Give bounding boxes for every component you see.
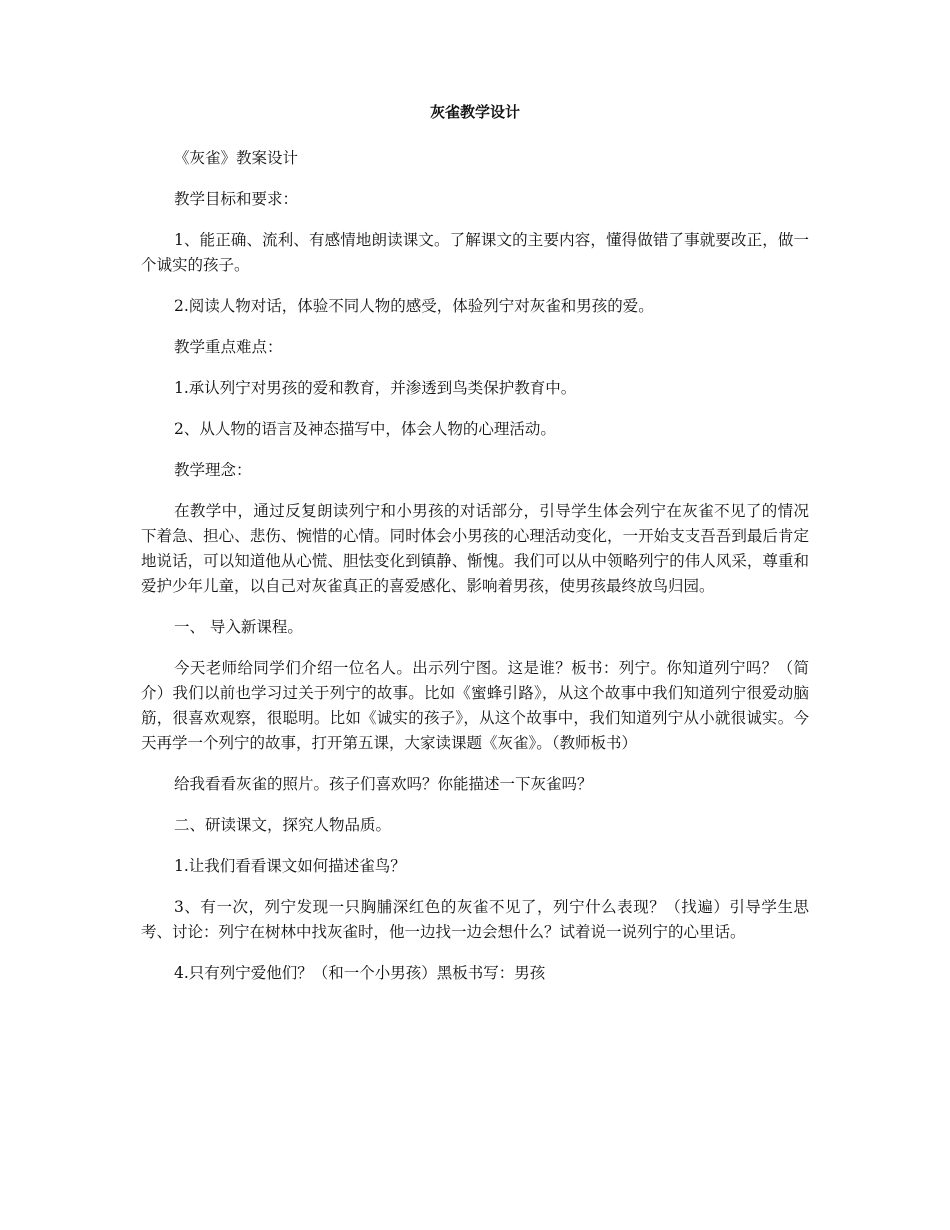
paragraph-step-1: 1.让我们看看课文如何描述雀鸟？ [174, 857, 406, 875]
paragraph-keypoint-1: 1.承认列宁对男孩的爱和教育，并渗透到鸟类保护教育中。 [174, 379, 577, 397]
paragraph-section-1-body: 今天老师给同学们介绍一位名人。出示列宁图。这是谁？板书：列宁。你知道列宁吗？（简介）我们以前也学习过关于列宁的故事。比如《蜜蜂引路》，从这个故事中我们知道列宁很爱动脑筋，很喜欢观察，很聪明。比如《诚实的孩子》，从这个故事中，我们知道列宁从小就很诚实。今天再学一个列宁的故事，打开第五课，大家读课题《灰雀》。（教师板书） [141, 659, 809, 752]
paragraph-goal-1: 1、能正确、流利、有感情地朗读课文。了解课文的主要内容，懂得做错了事就要改正，做一个诚实的孩子。 [141, 231, 809, 274]
paragraph-goals-heading: 教学目标和要求： [174, 190, 299, 208]
paragraph-keypoints-heading: 教学重点难点： [174, 338, 283, 356]
paragraph-step-4: 4.只有列宁爱他们？（和一个小男孩）黑板书写：男孩 [174, 964, 546, 982]
paragraph-lesson-plan-heading: 《灰雀》教案设计 [174, 149, 299, 167]
paragraph-section-2-heading: 二、研读课文，探究人物品质。 [174, 816, 392, 834]
paragraph-keypoint-2: 2、从人物的语言及神态描写中，体会人物的心理活动。 [174, 420, 556, 438]
paragraph-section-1-heading: 一、 导入新课程。 [174, 618, 303, 636]
document-body [141, 146, 809, 1002]
paragraph-philosophy-heading: 教学理念： [174, 461, 252, 479]
paragraph-philosophy-body: 在教学中，通过反复朗读列宁和小男孩的对话部分，引导学生体会列宁在灰雀不见了的情况下着急、担心、悲伤、惋惜的心情。同时体会小男孩的心理活动变化，一开始支支吾吾到最后肯定地说话，可以知道他从心慌、胆怯变化到镇静、惭愧。我们可以从中领略列宁的伟人风采，尊重和爱护少年儿童，以自己对灰雀真正的喜爱感化、影响着男孩，使男孩最终放鸟归园。 [141, 502, 809, 595]
paragraph-photo-question: 给我看看灰雀的照片。孩子们喜欢吗？你能描述一下灰雀吗？ [174, 775, 593, 793]
document-title: 灰雀教学设计 [429, 103, 520, 121]
paragraph-step-3: 3、有一次，列宁发现一只胸脯深红色的灰雀不见了，列宁什么表现？（找遍）引导学生思考、讨论：列宁在树林中找灰雀时，他一边找一边会想什么？试着说一说列宁的心里话。 [141, 898, 809, 941]
paragraph-goal-2: 2.阅读人物对话，体验不同人物的感受，体验列宁对灰雀和男孩的爱。 [174, 297, 654, 315]
